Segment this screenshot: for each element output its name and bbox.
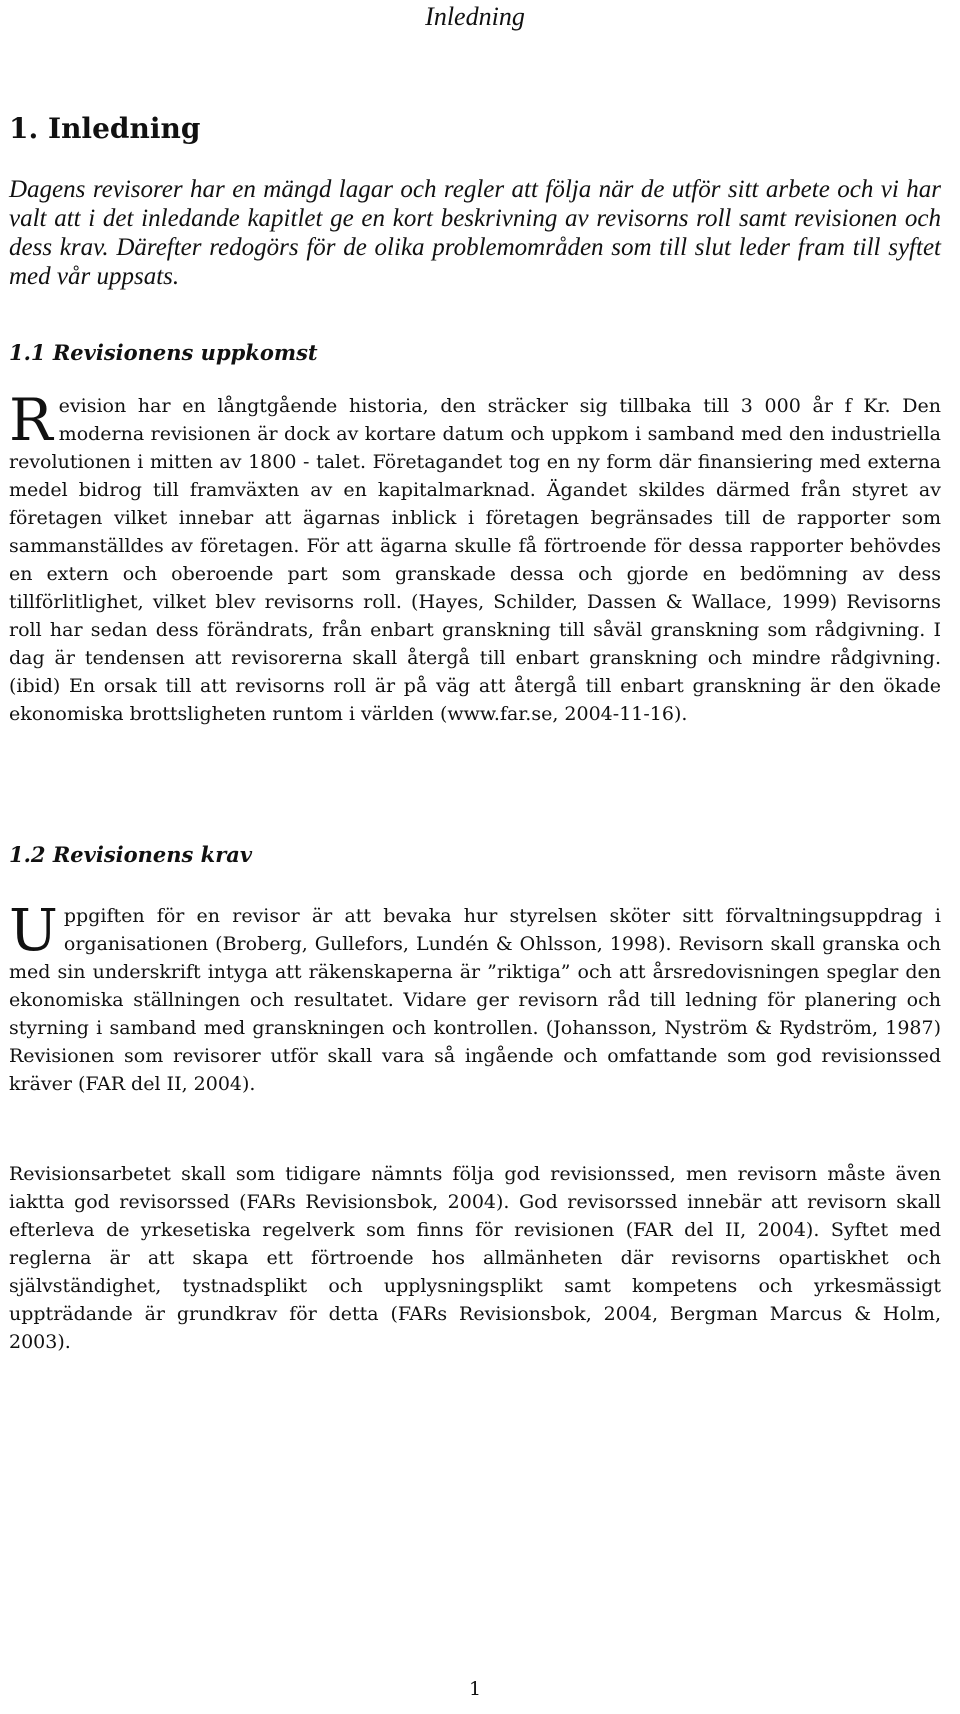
section-2-paragraph-2: Revisionsarbetet skall som tidigare nämnts följa god revisionssed, men revisorn måste även iaktta god revisorssed (FARs Revisionsbok, 2004). God revisorssed innebär att revisorn skall efterleva de yrkesetiska regelverk som finns för revisionen (FAR del II, 2004). Syftet med reglerna är att skapa ett förtroende hos allmänheten där revisorns opartiskhet och självständighet, tystnadsplikt och upplysningsplikt samt kompetens och yrkesmässigt uppträdande är grundkrav för detta (FARs Revisionsbok, 2004, Bergman Marcus & Holm, 2003). (9, 1163, 941, 1353)
drop-cap: R (9, 386, 53, 454)
section-1-paragraph (9, 386, 941, 728)
section-2-paragraph-1 (9, 896, 941, 1098)
section-2-text: ppgiften för en revisor är att bevaka hur styrelsen sköter sitt förvaltningsuppdrag i organisationen (Broberg, Gullefors, Lundén & Ohlsson, 1998). Revisorn skall granska och med sin underskrift intyga att räkenskaperna är ”riktiga” och att årsredovisningen speglar den ekonomiska ställningen och resultatet. Vidare ger revisorn råd till ledning för planering och styrning i samband med granskningen och kontrollen. (Johansson, Nyström & Rydström, 1987) Revisionen som revisorer utför skall vara så ingående och omfattande som god revisionssed kräver (FAR del II, 2004). (9, 905, 941, 1095)
drop-cap: U (9, 896, 58, 964)
page-number: 1 (468, 1678, 482, 1700)
chapter-title: 1. Inledning (9, 112, 201, 145)
section-title-revisionens-krav: 1.2 Revisionens krav (9, 842, 253, 867)
chapter-intro: Dagens revisorer har en mängd lagar och regler att följa när de utför sitt arbete och vi har valt att i det inledande kapitlet ge en kort beskrivning av revisorns roll samt revisionen och dess krav. Därefter redogörs för de olika problemområden som till slut leder fram till syftet med vår uppsats. (9, 176, 941, 290)
section-title-revisionens-uppkomst: 1.1 Revisionens uppkomst (9, 340, 318, 365)
section-1-text: evision har en långtgående historia, den sträcker sig tillbaka till 3 000 år f Kr. Den moderna revisionen är dock av kortare datum och uppkom i samband med den industriella revolutionen i mitten av 1800 - talet. Företagandet tog en ny form där finansiering med externa medel bidrog till framväxten av en kapitalmarknad. Ägandet skildes därmed från styret av företagen vilket innebar att ägarnas inblick i företagen begränsades till de rapporter som sammanställdes av företagen. För att ägarna skulle få förtroende för dessa rapporter behövdes en extern och oberoende part som granskade dessa och gjorde en bedömning av dess tillförlitlighet, vilket blev revisorns roll. (Hayes, Schilder, Dassen & Wallace, 1999) Revisorns roll har sedan dess förändrats, från enbart granskning till såväl granskning som rådgivning. I dag är tendensen att revisorerna skall återgå till enbart granskning och mindre rådgivning. (ibid) En orsak till att revisorns roll är på väg att återgå till enbart granskning är den ökade ekonomiska brottsligheten runtom i världen (www.far.se, 2004-11-16). (9, 395, 941, 725)
document-page (9, 0, 941, 1714)
running-header: Inledning (425, 2, 525, 31)
